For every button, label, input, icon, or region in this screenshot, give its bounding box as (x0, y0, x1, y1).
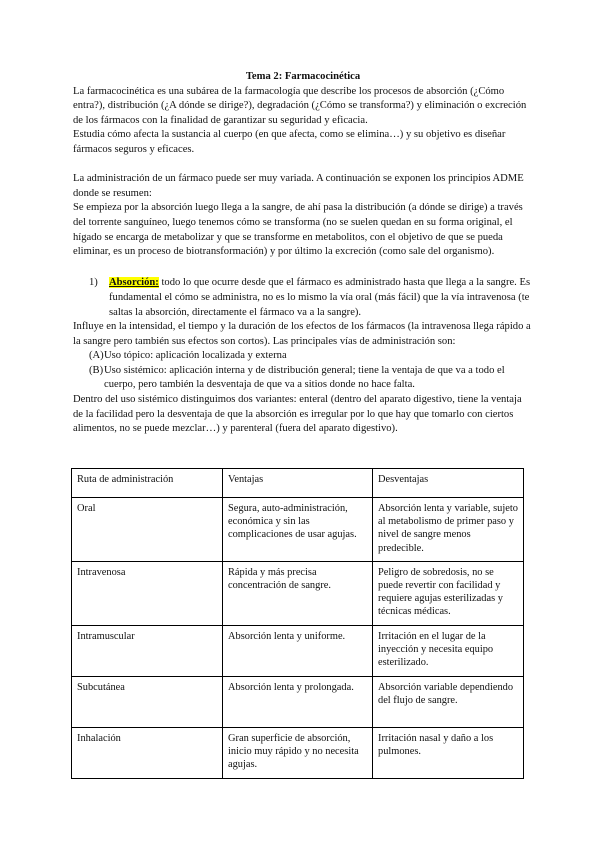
table-header-cell: Ventajas (223, 469, 373, 498)
table-row (72, 727, 524, 778)
item-text: todo lo que ocurre desde que el fármaco es administrado hasta que llega a la sangre. Es fundamental el cómo se administra, no es lo mismo la vía oral (más fácil) que la vía intravenosa (te saltas la absorción, directamente el fármaco va a la sangre). (109, 277, 531, 318)
table-row (72, 561, 524, 625)
adme-paragraph-2: Se empieza por la absorción luego llega a la sangre, de ahí pasa la distribución (a dónde se dirige) a través del torrente sanguíneo, luego tenemos cómo se transforma (no se suelen quedan en su forma original, el hígado se encarga de metabolizar y que se transforme en metabolitos, con el objetivo de que se pueda eliminar, es un proceso de biotransformación) y por último la excreción (como sale del organismo). (73, 202, 523, 258)
paragraph-gap (73, 158, 533, 173)
systemic-paragraph: Dentro del uso sistémico distinguimos dos variantes: enteral (dentro del aparato digestivo, tiene la ventaja de la facilidad pero la desventaja de que la absorción es irregular por lo que hay que tomarlo con ciertos alimentos, no se puede mezclar…) y parenteral (fuera del aparato digestivo). (73, 394, 522, 435)
table-cell-advantages: Rápida y más precisa concentración de sangre. (223, 561, 373, 625)
route-item-b (73, 364, 533, 393)
table-cell-advantages: Segura, auto-administración, económica y sin las complicaciones de usar agujas. (223, 498, 373, 562)
table-cell-disadvantages: Absorción variable dependiendo del flujo de sangre. (373, 676, 524, 727)
table-header-cell: Desventajas (373, 469, 524, 498)
table-row (72, 676, 524, 727)
intro-paragraph-1: La farmacocinética es una subárea de la farmacología que describe los procesos de absorción (¿Cómo entra?), distribución (¿A dónde se dirige?), degradación (¿Cómo se transforma?) y eliminación o excreción de los fármacos con la finalidad de garantizar su seguridad y eficacia. (73, 85, 527, 126)
table-cell-route: Inhalación (72, 727, 223, 778)
table-cell-route: Intramuscular (72, 625, 223, 676)
table-header-cell: Ruta de administración (72, 469, 223, 498)
table-cell-advantages: Absorción lenta y prolongada. (223, 676, 373, 727)
table-cell-route: Subcutánea (72, 676, 223, 727)
table-cell-advantages: Gran superficie de absorción, inicio muy rápido y no necesita agujas. (223, 727, 373, 778)
administration-routes-table (71, 468, 524, 779)
table-header-row (72, 469, 524, 498)
paragraph-gap (73, 260, 533, 275)
table-cell-advantages: Absorción lenta y uniforme. (223, 625, 373, 676)
item-number: 1) (89, 277, 98, 289)
numbered-item-absorcion (73, 276, 533, 320)
table-cell-route: Oral (72, 498, 223, 562)
route-item-a (73, 349, 533, 364)
table-cell-disadvantages: Peligro de sobredosis, no se puede revertir con facilidad y requiere agujas esterilizadas y técnicas médicas. (373, 561, 524, 625)
table-cell-disadvantages: Absorción lenta y variable, sujeto al metabolismo de primer paso y nivel de sangre menos predecible. (373, 498, 524, 562)
table-row (72, 625, 524, 676)
table-cell-disadvantages: Irritación en el lugar de la inyección y necesita equipo esterilizado. (373, 625, 524, 676)
highlighted-term: Absorción: (109, 277, 159, 289)
table-row (72, 498, 524, 562)
table-cell-route: Intravenosa (72, 561, 223, 625)
route-label-b: (B) (89, 364, 104, 376)
intro-paragraph-2: Estudia cómo afecta la sustancia al cuerpo (en que afecta, como se elimina…) y su objetivo es diseñar fármacos seguros y eficaces. (73, 129, 506, 155)
document-body (73, 70, 533, 437)
adme-paragraph-1: La administración de un fármaco puede ser muy variada. A continuación se exponen los principios ADME donde se resumen: (73, 173, 524, 199)
route-label-a: (A) (89, 350, 104, 362)
page-title: Tema 2: Farmacocinética (245, 71, 361, 82)
table-cell-disadvantages: Irritación nasal y daño a los pulmones. (373, 727, 524, 778)
route-text-b: Uso sistémico: aplicación interna y de distribución general; tiene la ventaja de que va a todo el cuerpo, pero también la desventaja de que va a sitios donde no hace falta. (104, 364, 505, 391)
influence-paragraph: Influye en la intensidad, el tiempo y la duración de los efectos de los fármacos (la intravenosa llega rápido a la sangre pero también sus efectos son cortos). Las principales vías de administración son: (73, 321, 531, 347)
route-text-a: Uso tópico: aplicación localizada y externa (104, 350, 287, 362)
